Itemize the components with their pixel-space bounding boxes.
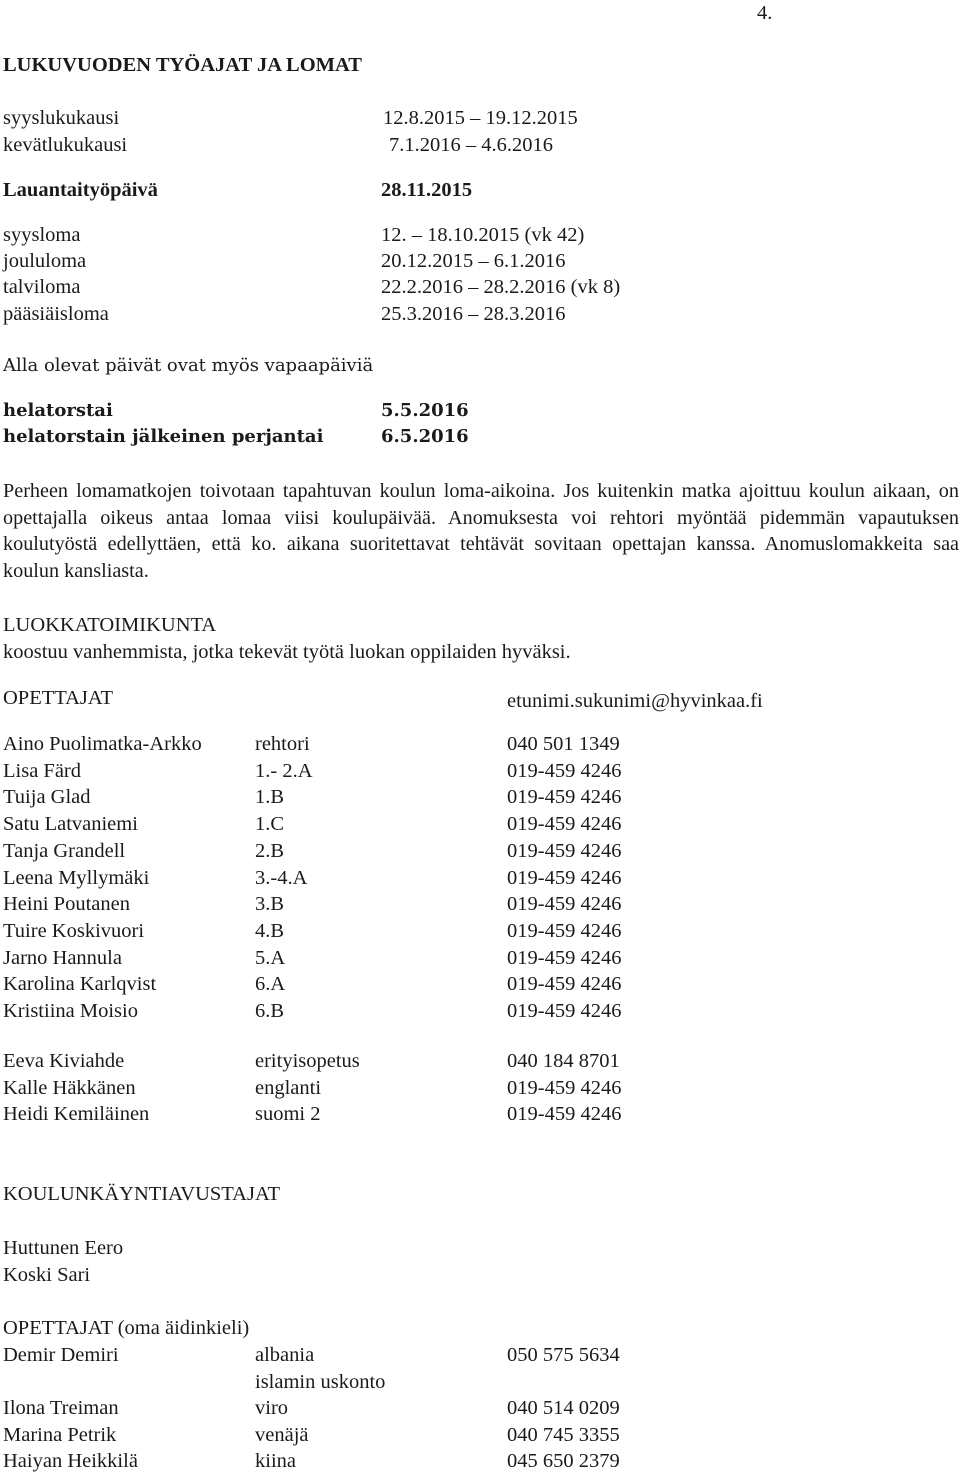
teacher-name: Karolina Karlqvist [3,973,157,996]
assistant-name: Huttunen Eero [3,1237,124,1259]
term-label-autumn: syyslukukausi [3,107,120,129]
term-value-autumn: 12.8.2015 – 19.12.2015 [383,107,578,129]
class-committee-heading: LUOKKATOIMIKUNTA [3,614,217,636]
teacher-name: Kristiina Moisio [3,1000,138,1022]
teacher-phone: 019-459 4246 [507,813,622,836]
vacation-paragraph: Perheen lomamatkojen toivotaan tapahtuvan koulun loma-aikoina. Jos kuitenkin matka ajoittuu koulun aikaan, on opettajalla oikeus antaa lomaa viisi koulupäivää. Anomuksesta voi rehtori myöntää pidemmän vapautuksen koulutyöstä edellyttäen, että ko. aikana suoritettavat tehtävät sovitaan opettajan kanssa. Anomuslomakkeita saa koulun kansliasta. [3,480,959,582]
teacher-phone: 040 184 8701 [507,1050,620,1072]
holiday-value: 20.12.2015 – 6.1.2016 [381,250,566,272]
free-day-label: helatorstain jälkeinen perjantai [3,426,324,447]
teacher-role: islamin uskonto [255,1370,386,1393]
teacher-name: Heini Poutanen [3,893,130,916]
teacher-phone: 050 575 5634 [507,1344,620,1366]
teacher-role: viro [255,1397,289,1419]
teacher-role: 5.A [255,946,286,969]
teacher-role: 1.C [255,813,285,836]
term-value-spring: 7.1.2016 – 4.6.2016 [389,134,553,156]
teacher-phone: 019-459 4246 [507,1076,622,1099]
teacher-phone: 019-459 4246 [507,866,622,889]
teacher-name: Leena Myllymäki [3,866,150,889]
mother-tongue-heading: OPETTAJAT (oma äidinkieli) [3,1317,250,1339]
holiday-value: 22.2.2016 – 28.2.2016 (vk 8) [381,276,621,298]
teacher-name: Jarno Hannula [3,946,122,969]
teacher-name: Aino Puolimatka-Arkko [3,733,202,755]
teacher-name: Tuire Koskivuori [3,919,145,942]
teacher-phone: 040 745 3355 [507,1423,620,1446]
teacher-name: Haiyan Heikkilä [3,1450,138,1472]
teacher-role: 2.B [255,839,285,862]
teacher-role: 1.B [255,786,285,809]
teacher-role: albania [255,1344,315,1366]
teacher-role: 3.B [255,893,285,916]
teacher-name: Ilona Treiman [3,1397,119,1419]
teacher-role: kiina [255,1450,296,1472]
free-day-value: 6.5.2016 [381,426,469,447]
class-committee-text: koostuu vanhemmista, jotka tekevät työtä luokan oppilaiden hyväksi. [3,641,571,663]
teacher-name: Demir Demiri [3,1344,119,1366]
holiday-label: joululoma [3,250,87,272]
teacher-name: Eeva Kiviahde [3,1050,125,1072]
teacher-role: 1.- 2.A [255,759,313,782]
teacher-role: suomi 2 [255,1103,321,1125]
teacher-role: 4.B [255,919,285,942]
teacher-role: 6.A [255,973,286,996]
page-number: 4. [757,2,773,24]
teacher-role: 3.-4.A [255,866,308,889]
teacher-name: Satu Latvaniemi [3,813,138,836]
teacher-phone: 019-459 4246 [507,1103,622,1125]
teacher-role: 6.B [255,1000,285,1022]
teacher-phone: 019-459 4246 [507,1000,622,1022]
teacher-phone: 045 650 2379 [507,1450,620,1472]
assistants-heading: KOULUNKÄYNTIAVUSTAJAT [3,1183,281,1205]
teacher-name: Marina Petrik [3,1423,117,1446]
teachers-heading: OPETTAJAT [3,687,113,709]
teacher-role: rehtori [255,733,310,755]
free-day-value: 5.5.2016 [381,400,469,421]
teacher-name: Lisa Färd [3,759,81,782]
teacher-phone: 019-459 4246 [507,919,622,942]
teacher-name: Heidi Kemiläinen [3,1103,150,1125]
teacher-phone: 019-459 4246 [507,839,622,862]
teacher-phone: 019-459 4246 [507,759,622,782]
saturday-value: 28.11.2015 [381,179,473,201]
holiday-label: talviloma [3,276,81,298]
holiday-label: pääsiäisloma [3,303,109,325]
holiday-value: 25.3.2016 – 28.3.2016 [381,303,566,325]
teacher-phone: 040 514 0209 [507,1397,620,1419]
saturday-label: Lauantaityöpäivä [3,179,158,201]
free-day-label: helatorstai [3,400,113,421]
holiday-value: 12. – 18.10.2015 (vk 42) [381,224,585,246]
page-title: LUKUVUODEN TYÖAJAT JA LOMAT [3,54,362,76]
teacher-role: englanti [255,1076,322,1099]
teacher-phone: 019-459 4246 [507,893,622,916]
teacher-phone: 019-459 4246 [507,973,622,996]
term-label-spring: kevätlukukausi [3,134,128,156]
teacher-phone: 040 501 1349 [507,733,620,755]
teacher-phone: 019-459 4246 [507,786,622,809]
teacher-name: Tuija Glad [3,786,91,809]
teacher-role: erityisopetus [255,1050,360,1072]
teacher-name: Kalle Häkkänen [3,1076,136,1099]
free-days-heading: Alla olevat päivät ovat myös vapaapäiviä [3,355,374,376]
holiday-label: syysloma [3,224,81,246]
teacher-phone: 019-459 4246 [507,946,622,969]
assistant-name: Koski Sari [3,1264,91,1286]
teacher-role: venäjä [255,1423,309,1446]
email-format: etunimi.sukunimi@hyvinkaa.fi [507,690,763,712]
teacher-name: Tanja Grandell [3,839,126,862]
